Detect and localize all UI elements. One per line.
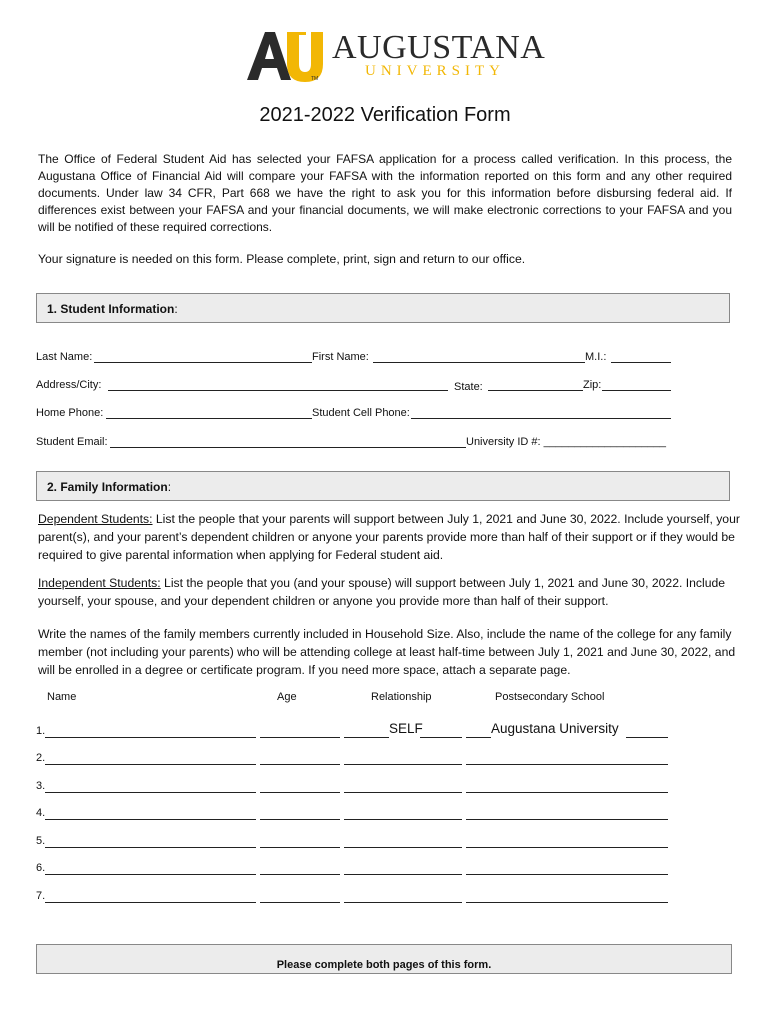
family-name-field[interactable]	[45, 902, 256, 903]
footer-notice-box	[36, 944, 732, 974]
email-field[interactable]	[110, 447, 466, 448]
family-school-field[interactable]	[466, 847, 668, 848]
university-id-label[interactable]: University ID #: ____________________	[466, 436, 666, 448]
row-number: 4.	[36, 807, 46, 819]
phone-row	[36, 404, 676, 422]
family-school-field[interactable]	[626, 737, 668, 738]
augustana-au-logo	[247, 30, 327, 82]
column-header-relationship: Relationship	[371, 691, 432, 703]
family-row	[36, 723, 676, 741]
trademark-symbol: TM	[311, 76, 319, 82]
row-number: 7.	[36, 890, 46, 902]
address-label: Address/City:	[36, 379, 102, 391]
independent-students-paragraph	[38, 574, 744, 610]
mi-label: M.I.:	[585, 351, 607, 363]
section-header-family-info	[36, 471, 730, 501]
family-row	[36, 833, 676, 851]
family-relationship-field[interactable]	[344, 874, 462, 875]
zip-field[interactable]	[602, 390, 671, 391]
row-number: 6.	[36, 862, 46, 874]
last-name-label: Last Name:	[36, 351, 93, 363]
state-label: State:	[454, 381, 483, 393]
signature-note: Your signature is needed on this form. Please complete, print, sign and return to our office.	[38, 252, 526, 266]
family-row	[36, 750, 676, 768]
section-title: 2. Family Information:	[47, 480, 172, 494]
family-name-field[interactable]	[45, 792, 256, 793]
family-name-field[interactable]	[45, 819, 256, 820]
family-relationship-field[interactable]	[344, 819, 462, 820]
last-name-field[interactable]	[94, 362, 312, 363]
section-title: 1. Student Information:	[47, 302, 178, 316]
family-relationship-field[interactable]	[344, 792, 462, 793]
family-row	[36, 805, 676, 823]
section-header-student-info	[36, 293, 730, 323]
address-row	[36, 376, 676, 394]
family-age-field[interactable]	[260, 737, 340, 738]
family-name-field[interactable]	[45, 764, 256, 765]
dependent-students-paragraph	[38, 510, 744, 564]
address-field[interactable]	[108, 390, 448, 391]
family-age-field[interactable]	[260, 792, 340, 793]
family-school-field[interactable]	[466, 792, 668, 793]
family-age-field[interactable]	[260, 902, 340, 903]
family-row	[36, 778, 676, 796]
home-phone-label: Home Phone:	[36, 407, 104, 419]
independent-students-text: List the people that you (and your spouse) will support between July 1, 2021 and June 30, 2022. Include yourself, your spouse, and your dependent children or anyone you provide more than half of their support.	[38, 576, 726, 608]
dependent-students-label: Dependent Students:	[38, 512, 153, 526]
family-age-field[interactable]	[260, 874, 340, 875]
column-header-name: Name	[47, 691, 77, 703]
family-name-field[interactable]	[45, 847, 256, 848]
school-value: Augustana University	[491, 721, 619, 736]
column-header-school: Postsecondary School	[495, 691, 605, 703]
email-row	[36, 433, 676, 451]
relationship-trailing-line	[420, 737, 462, 738]
page-title: 2021-2022 Verification Form	[259, 104, 511, 126]
family-school-field[interactable]	[466, 764, 668, 765]
row-number: 1.	[36, 725, 46, 737]
logo-wordmark: AUGUSTANA	[332, 29, 546, 66]
relationship-value: SELF	[389, 721, 423, 736]
dependent-students-text: List the people that your parents will support between July 1, 2021 and June 30, 2022. Include yourself, your parent(s), and your parent’s dependent children or anyone your parents provide more than half of their support or if they would be required to give parental information when applying for Federal student aid.	[38, 512, 740, 562]
state-field[interactable]	[488, 390, 583, 391]
row-number: 2.	[36, 752, 46, 764]
household-instructions: Write the names of the family members currently included in Household Size. Also, include the name of the college for any family member (not including your parents) who will be attending college at least half-time between July 1, 2021 and June 30, 2022, and will be enrolled in a degree or certificate program. If you need more space, attach a separate page.	[38, 627, 736, 677]
zip-label: Zip:	[583, 379, 602, 391]
intro-paragraph: The Office of Federal Student Aid has selected your FAFSA application for a process called verification. In this process, the Augustana Office of Financial Aid will compare your FAFSA with the information reported on this form and any other required documents. Under law 34 CFR, Part 668 we have the right to ask you for this information before disbursing federal aid. If differences exist between your FAFSA and your financial documents, we will make electronic corrections to your FAFSA and you will be notified of these required corrections.	[38, 152, 732, 234]
home-phone-field[interactable]	[106, 418, 312, 419]
family-age-field[interactable]	[260, 847, 340, 848]
row-number: 3.	[36, 780, 46, 792]
family-age-field[interactable]	[260, 819, 340, 820]
mi-field[interactable]	[611, 362, 671, 363]
family-relationship-field[interactable]	[344, 902, 462, 903]
logo-subtitle: UNIVERSITY	[365, 63, 505, 79]
footer-notice: Please complete both pages of this form.	[276, 959, 492, 971]
first-name-label: First Name:	[312, 351, 369, 363]
column-header-age: Age	[277, 691, 297, 703]
school-leading-line	[466, 737, 491, 738]
cell-phone-field[interactable]	[411, 418, 671, 419]
family-school-field[interactable]	[466, 819, 668, 820]
family-school-field[interactable]	[466, 902, 668, 903]
email-label: Student Email:	[36, 436, 108, 448]
family-school-field[interactable]	[466, 874, 668, 875]
row-number: 5.	[36, 835, 46, 847]
family-relationship-field[interactable]	[344, 764, 462, 765]
family-name-field[interactable]	[45, 737, 256, 738]
first-name-field[interactable]	[373, 362, 585, 363]
family-age-field[interactable]	[260, 764, 340, 765]
family-name-field[interactable]	[45, 874, 256, 875]
family-row	[36, 860, 676, 878]
independent-students-label: Independent Students:	[38, 576, 161, 590]
family-row	[36, 888, 676, 906]
cell-phone-label: Student Cell Phone:	[312, 407, 410, 419]
family-relationship-field[interactable]	[344, 847, 462, 848]
family-relationship-field[interactable]	[344, 737, 389, 738]
name-row	[36, 348, 676, 366]
